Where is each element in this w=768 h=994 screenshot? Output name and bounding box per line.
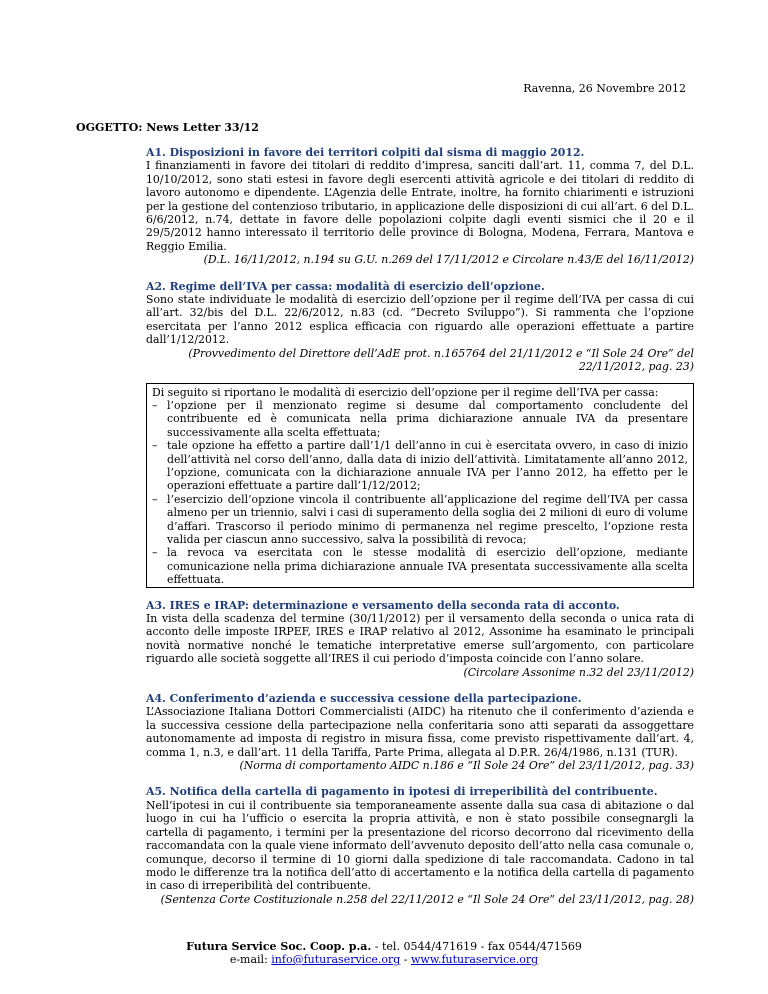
box-intro: Di seguito si riportano le modalità di esercizio dell’opzione per il regime dell’IVA per cassa:	[152, 385, 659, 399]
list-item	[152, 399, 688, 439]
email-link[interactable]: info@futuraservice.org	[271, 953, 401, 966]
section-title: A2. Regime dell’IVA per cassa: modalità di esercizio dell’opzione.	[146, 279, 545, 293]
list-item-text: tale opzione ha effetto a partire dall’1/1 dell’anno in cui è esercitata ovvero, in caso di inizio dell’attività nel corso dell’anno, dalla data di inizio dell’attività. Limitatamente all’anno 2012, l’opzione, comunicata con la dichiarazione annuale IVA per l’anno 2012, ha effetto per le operazioni effettuate a partire dall’1/12/2012;	[167, 439, 688, 493]
section-title: A1. Disposizioni in favore dei territori colpiti dal sisma di maggio 2012.	[146, 146, 585, 159]
section-body: I finanziamenti in favore dei titolari di reddito d’impresa, sanciti dall’art. 11, comma 7, del D.L. 10/10/2012, sono stati estesi in favore degli esercenti attività agricole e dei titolari di reddito di lavoro autonomo e dipendente. L’Agenzia delle Entrate, inoltre, ha fornito chiarimenti e istruzioni per la gestione del contenzioso tributario, in applicazione delle disposizioni di cui all’art. 6 del D.L. 6/6/2012, n.74, dettate in favore delle popolazioni colpite dagli eventi sismici che il 20 e il 29/5/2012 hanno interessato il territorio delle province di Bologna, Modena, Ferrara, Mantova e Reggio Emilia.	[146, 159, 694, 253]
list-item	[152, 493, 688, 547]
dash-bullet: –	[152, 546, 158, 560]
letter-date: Ravenna, 26 Novembre 2012	[523, 82, 686, 95]
section-title: A3. IRES e IRAP: determinazione e versamento della seconda rata di acconto.	[146, 598, 620, 612]
dash-bullet: –	[152, 492, 158, 506]
list-item	[152, 439, 688, 493]
email-label: e-mail:	[229, 953, 272, 966]
list-item-text: la revoca va esercitata con le stesse modalità di esercizio dell’opzione, mediante comunicazione nella prima dichiarazione annuale IVA presentata successivamente alla scelta effettuata.	[167, 546, 688, 587]
section-title: A5. Notifica della cartella di pagamento in ipotesi di irreperibilità del contribuente.	[146, 785, 658, 799]
footer-separator: -	[400, 953, 412, 966]
list-item-text: l’opzione per il menzionato regime si desume dal comportamento concludente del contribuente ed è comunicata nella prima dichiarazione annuale IVA da presentare successivamente alla scelta effettuata;	[167, 398, 688, 439]
dash-bullet: –	[152, 398, 158, 412]
section-reference: (Sentenza Corte Costituzionale n.258 del 22/11/2012 e “Il Sole 24 Ore” del 23/11/2012, pag. 28)	[160, 892, 694, 906]
footer-separator: -	[477, 940, 488, 953]
section-body: In vista della scadenza del termine (30/11/2012) per il versamento della seconda o unica rata di acconto delle imposte IRPEF, IRES e IRAP relativo al 2012, Assonime ha esaminato le principali novità normative nonché le tematiche interpretative emerse sull’argomento, con particolare riguardo alle società soggette all’IRES il cui periodo d’imposta coincide con l’anno solare.	[146, 612, 694, 666]
section-reference: (Circolare Assonime n.32 del 23/11/2012)	[463, 665, 694, 679]
section-a3	[146, 599, 694, 679]
iva-cassa-box	[146, 383, 694, 588]
section-a5	[146, 785, 694, 906]
section-body: Sono state individuate le modalità di esercizio dell’opzione per il regime dell’IVA per cassa di cui all’art. 32/bis del D.L. 22/6/2012, n.83 (cd. “Decreto Sviluppo”). Si rammenta che l’opzione esercitata per l’anno 2012 esplica efficacia con riguardo alle operazioni effettuate a partire dall’1/12/2012.	[146, 293, 694, 347]
section-a4	[146, 692, 694, 772]
newsletter-content	[146, 146, 694, 919]
list-item-text: l’esercizio dell’opzione vincola il contribuente all’applicazione del regime dell’IVA per cassa almeno per un triennio, salvi i casi di superamento della soglia dei 2 milioni di euro di volume d’affari. Trascorso il periodo minimo di permanenza nel regime prescelto, l’opzione resta valida per ciascun anno successivo, salva la possibilità di revoca;	[167, 492, 688, 546]
section-body: L’Associazione Italiana Dottori Commercialisti (AIDC) ha ritenuto che il conferimento d’azienda e la successiva cessione della partecipazione nella conferitaria sono atti separati da assoggettare autonomamente ad imposta di registro in misura fissa, come previsto rispettivamente dall’art. 4, comma 1, n.3, e dall’art. 11 della Tariffa, Parte Prima, allegata al D.P.R. 26/4/1986, n.131 (TUR).	[146, 705, 694, 759]
letter-subject: OGGETTO: News Letter 33/12	[76, 121, 259, 134]
section-reference: (D.L. 16/11/2012, n.194 su G.U. n.269 del 17/11/2012 e Circolare n.43/E del 16/11/2012)	[203, 253, 694, 267]
section-a2	[146, 280, 694, 374]
phone-number: tel. 0544/471619	[382, 940, 478, 953]
dash-bullet: –	[152, 439, 158, 453]
footer-line-1	[0, 940, 768, 953]
fax-number: fax 0544/471569	[487, 940, 582, 953]
section-title: A4. Conferimento d’azienda e successiva cessione della partecipazione.	[146, 692, 582, 706]
section-body: Nell’ipotesi in cui il contribuente sia temporaneamente assente dalla sua casa di abitazione o dal luogo in cui ha l’ufficio o esercita la propria attività, e non è stato possibile consegnargli la cartella di pagamento, i termini per la presentazione del ricorso decorrono dal ricevimento della raccomandata con la quale viene informato dell’avvenuto deposito dell’atto nella casa comunale o, comunque, decorso il termine di 10 giorni dalla spedizione di tale raccomandata. Cadono in tal modo le differenze tra la notifica dell’atto di accertamento e la notifica della cartella di pagamento in caso di irreperibilità del contribuente.	[146, 798, 694, 893]
list-item	[152, 546, 688, 586]
company-name: Futura Service Soc. Coop. p.a.	[186, 940, 372, 953]
footer-line-2	[0, 953, 768, 966]
box-list	[152, 399, 688, 587]
section-a1	[146, 146, 694, 267]
footer-separator: -	[371, 940, 382, 953]
section-reference: (Provvedimento del Direttore dell’AdE prot. n.165764 del 21/11/2012 e “Il Sole 24 Ore” del 22/11/2012, pag. 23)	[188, 346, 694, 374]
website-link[interactable]: www.futuraservice.org	[411, 953, 539, 966]
section-reference: (Norma di comportamento AIDC n.186 e “Il Sole 24 Ore” del 23/11/2012, pag. 33)	[239, 759, 694, 773]
page-footer	[0, 940, 768, 966]
